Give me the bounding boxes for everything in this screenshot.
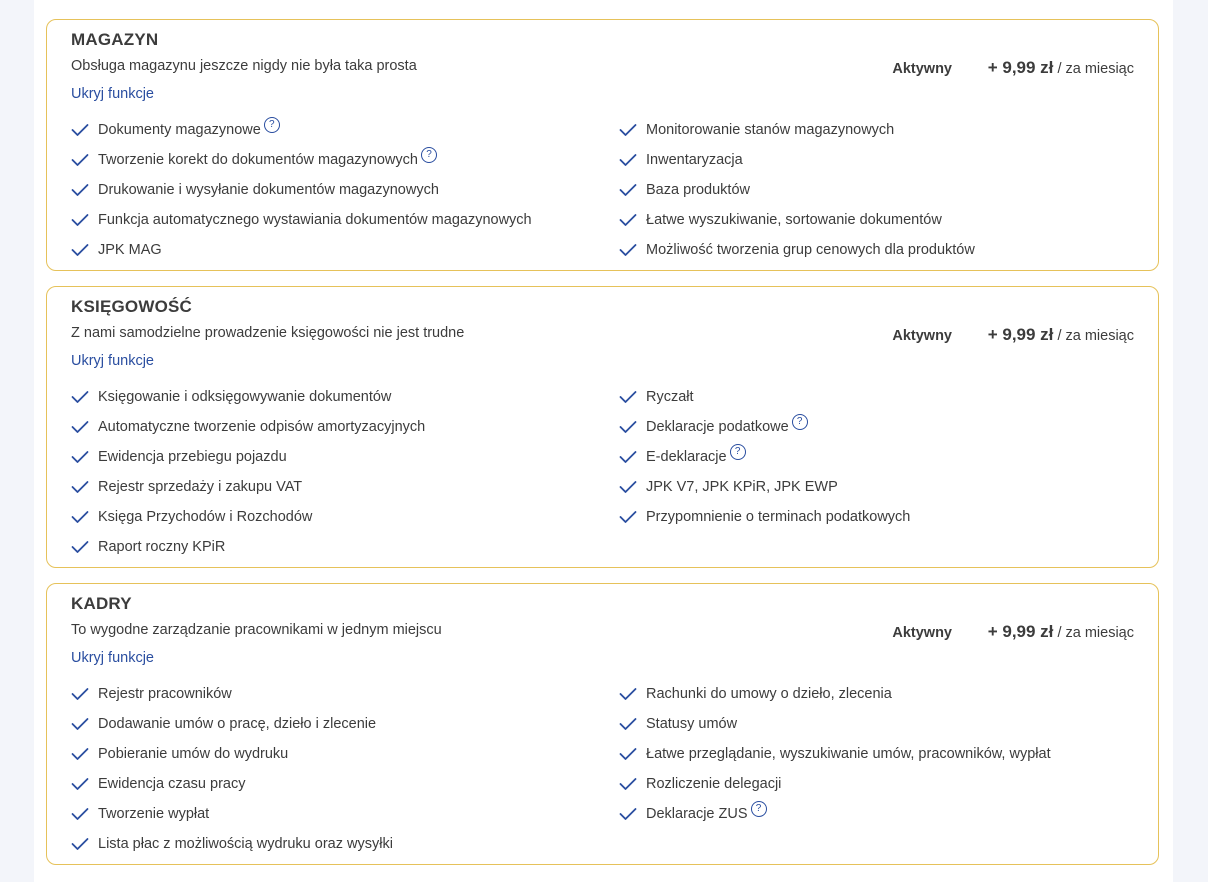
module-title: MAGAZYN (71, 30, 159, 49)
check-icon (71, 510, 89, 524)
question-circle-icon[interactable]: ? (264, 117, 280, 133)
check-icon (619, 717, 637, 731)
feature-item (71, 769, 619, 799)
module-price (988, 325, 1134, 345)
module-card-kadry (46, 583, 1159, 865)
feature-label: Łatwe wyszukiwanie, sortowanie dokumentów (646, 212, 942, 228)
check-icon (71, 390, 89, 404)
status-badge: Aktywny (892, 328, 952, 344)
feature-list (71, 115, 1141, 265)
check-icon (619, 390, 637, 404)
feature-label: Drukowanie i wysyłanie dokumentów magazynowych (98, 182, 439, 198)
module-title: KADRY (71, 594, 132, 613)
feature-item (71, 829, 619, 859)
check-icon (71, 213, 89, 227)
feature-label: Rejestr sprzedaży i zakupu VAT (98, 479, 303, 495)
modules-panel (34, 0, 1173, 882)
feature-item (71, 739, 619, 769)
question-circle-icon[interactable]: ? (792, 414, 808, 430)
feature-label: Łatwe przeglądanie, wyszukiwanie umów, pracowników, wypłat (646, 746, 1051, 762)
check-icon (619, 777, 637, 791)
feature-item (71, 205, 619, 235)
feature-label: Deklaracje ZUS (646, 806, 748, 822)
price-amount: + 9,99 zł (987, 58, 1054, 77)
feature-item (71, 472, 619, 502)
price-amount: + 9,99 zł (987, 325, 1054, 344)
feature-label: E-deklaracje (646, 449, 727, 465)
feature-item (619, 412, 1141, 442)
question-circle-icon[interactable]: ? (751, 801, 767, 817)
check-icon (619, 420, 637, 434)
check-icon (619, 687, 637, 701)
feature-label: Raport roczny KPiR (98, 539, 226, 555)
feature-label: Automatyczne tworzenie odpisów amortyzacyjnych (98, 419, 426, 435)
feature-item (71, 115, 619, 145)
question-circle-icon[interactable]: ? (730, 444, 746, 460)
module-description: Obsługa magazynu jeszcze nigdy nie była taka prosta (71, 58, 417, 74)
feature-item (619, 115, 1141, 145)
feature-label: JPK MAG (98, 242, 162, 258)
module-description: Z nami samodzielne prowadzenie księgowości nie jest trudne (71, 325, 465, 341)
feature-item (71, 709, 619, 739)
price-period: / za miesiąc (1057, 625, 1134, 641)
check-icon (619, 450, 637, 464)
feature-label: Księgowanie i odksięgowywanie dokumentów (98, 389, 392, 405)
module-card-magazyn (46, 19, 1159, 271)
check-icon (619, 747, 637, 761)
feature-label: Ewidencja czasu pracy (98, 776, 246, 792)
feature-label: Ryczałt (646, 389, 694, 405)
feature-label: Baza produktów (646, 182, 750, 198)
check-icon (71, 837, 89, 851)
feature-label: Statusy umów (646, 716, 738, 732)
feature-item (619, 235, 1141, 265)
check-icon (71, 243, 89, 257)
check-icon (71, 450, 89, 464)
feature-label: JPK V7, JPK KPiR, JPK EWP (646, 479, 838, 495)
feature-label: Dodawanie umów o pracę, dzieło i zlecenie (98, 716, 377, 732)
feature-label: Inwentaryzacja (646, 152, 743, 168)
feature-item (619, 679, 1141, 709)
question-circle-icon[interactable]: ? (421, 147, 437, 163)
check-icon (71, 540, 89, 554)
feature-item (619, 769, 1141, 799)
module-price (988, 58, 1134, 78)
feature-label: Lista płac z możliwością wydruku oraz wysyłki (98, 836, 393, 852)
feature-item (71, 442, 619, 472)
module-card-ksiegowosc (46, 286, 1159, 568)
check-icon (619, 243, 637, 257)
feature-item (71, 532, 619, 562)
feature-label: Deklaracje podatkowe (646, 419, 789, 435)
check-icon (71, 123, 89, 137)
feature-item (619, 799, 1141, 829)
feature-label: Księga Przychodów i Rozchodów (98, 509, 313, 525)
feature-item (71, 502, 619, 532)
check-icon (71, 807, 89, 821)
check-icon (71, 183, 89, 197)
feature-label: Tworzenie wypłat (98, 806, 210, 822)
feature-label: Przypomnienie o terminach podatkowych (646, 509, 911, 525)
hide-features-link[interactable]: Ukryj funkcje (71, 353, 154, 369)
feature-item (619, 709, 1141, 739)
feature-item (619, 382, 1141, 412)
check-icon (619, 153, 637, 167)
feature-label: Rachunki do umowy o dzieło, zlecenia (646, 686, 892, 702)
check-icon (71, 717, 89, 731)
feature-item (619, 739, 1141, 769)
feature-list (71, 382, 1141, 562)
feature-label: Ewidencja przebiegu pojazdu (98, 449, 287, 465)
check-icon (619, 480, 637, 494)
check-icon (619, 807, 637, 821)
feature-item (619, 145, 1141, 175)
check-icon (619, 123, 637, 137)
feature-item (619, 442, 1141, 472)
feature-list (71, 679, 1141, 859)
feature-label: Monitorowanie stanów magazynowych (646, 122, 895, 138)
feature-label: Możliwość tworzenia grup cenowych dla produktów (646, 242, 975, 258)
feature-item (619, 472, 1141, 502)
price-amount: + 9,99 zł (987, 622, 1054, 641)
check-icon (71, 687, 89, 701)
status-badge: Aktywny (892, 625, 952, 641)
check-icon (71, 153, 89, 167)
price-period: / za miesiąc (1057, 61, 1134, 77)
check-icon (619, 510, 637, 524)
feature-label: Rozliczenie delegacji (646, 776, 782, 792)
feature-item (71, 412, 619, 442)
module-price (988, 622, 1134, 642)
hide-features-link[interactable]: Ukryj funkcje (71, 86, 154, 102)
module-description: To wygodne zarządzanie pracownikami w jednym miejscu (71, 622, 442, 638)
feature-item (71, 799, 619, 829)
price-period: / za miesiąc (1057, 328, 1134, 344)
status-badge: Aktywny (892, 61, 952, 77)
feature-item (71, 175, 619, 205)
feature-label: Funkcja automatycznego wystawiania dokumentów magazynowych (98, 212, 532, 228)
feature-item (71, 145, 619, 175)
feature-item (71, 235, 619, 265)
feature-label: Rejestr pracowników (98, 686, 232, 702)
check-icon (71, 747, 89, 761)
check-icon (619, 213, 637, 227)
check-icon (71, 777, 89, 791)
feature-item (619, 175, 1141, 205)
module-title: KSIĘGOWOŚĆ (71, 297, 193, 316)
feature-label: Dokumenty magazynowe (98, 122, 261, 138)
feature-item (619, 502, 1141, 532)
check-icon (619, 183, 637, 197)
feature-item (619, 205, 1141, 235)
feature-item (71, 679, 619, 709)
feature-item (71, 382, 619, 412)
hide-features-link[interactable]: Ukryj funkcje (71, 650, 154, 666)
check-icon (71, 420, 89, 434)
feature-label: Tworzenie korekt do dokumentów magazynowych (98, 152, 418, 168)
check-icon (71, 480, 89, 494)
feature-label: Pobieranie umów do wydruku (98, 746, 289, 762)
